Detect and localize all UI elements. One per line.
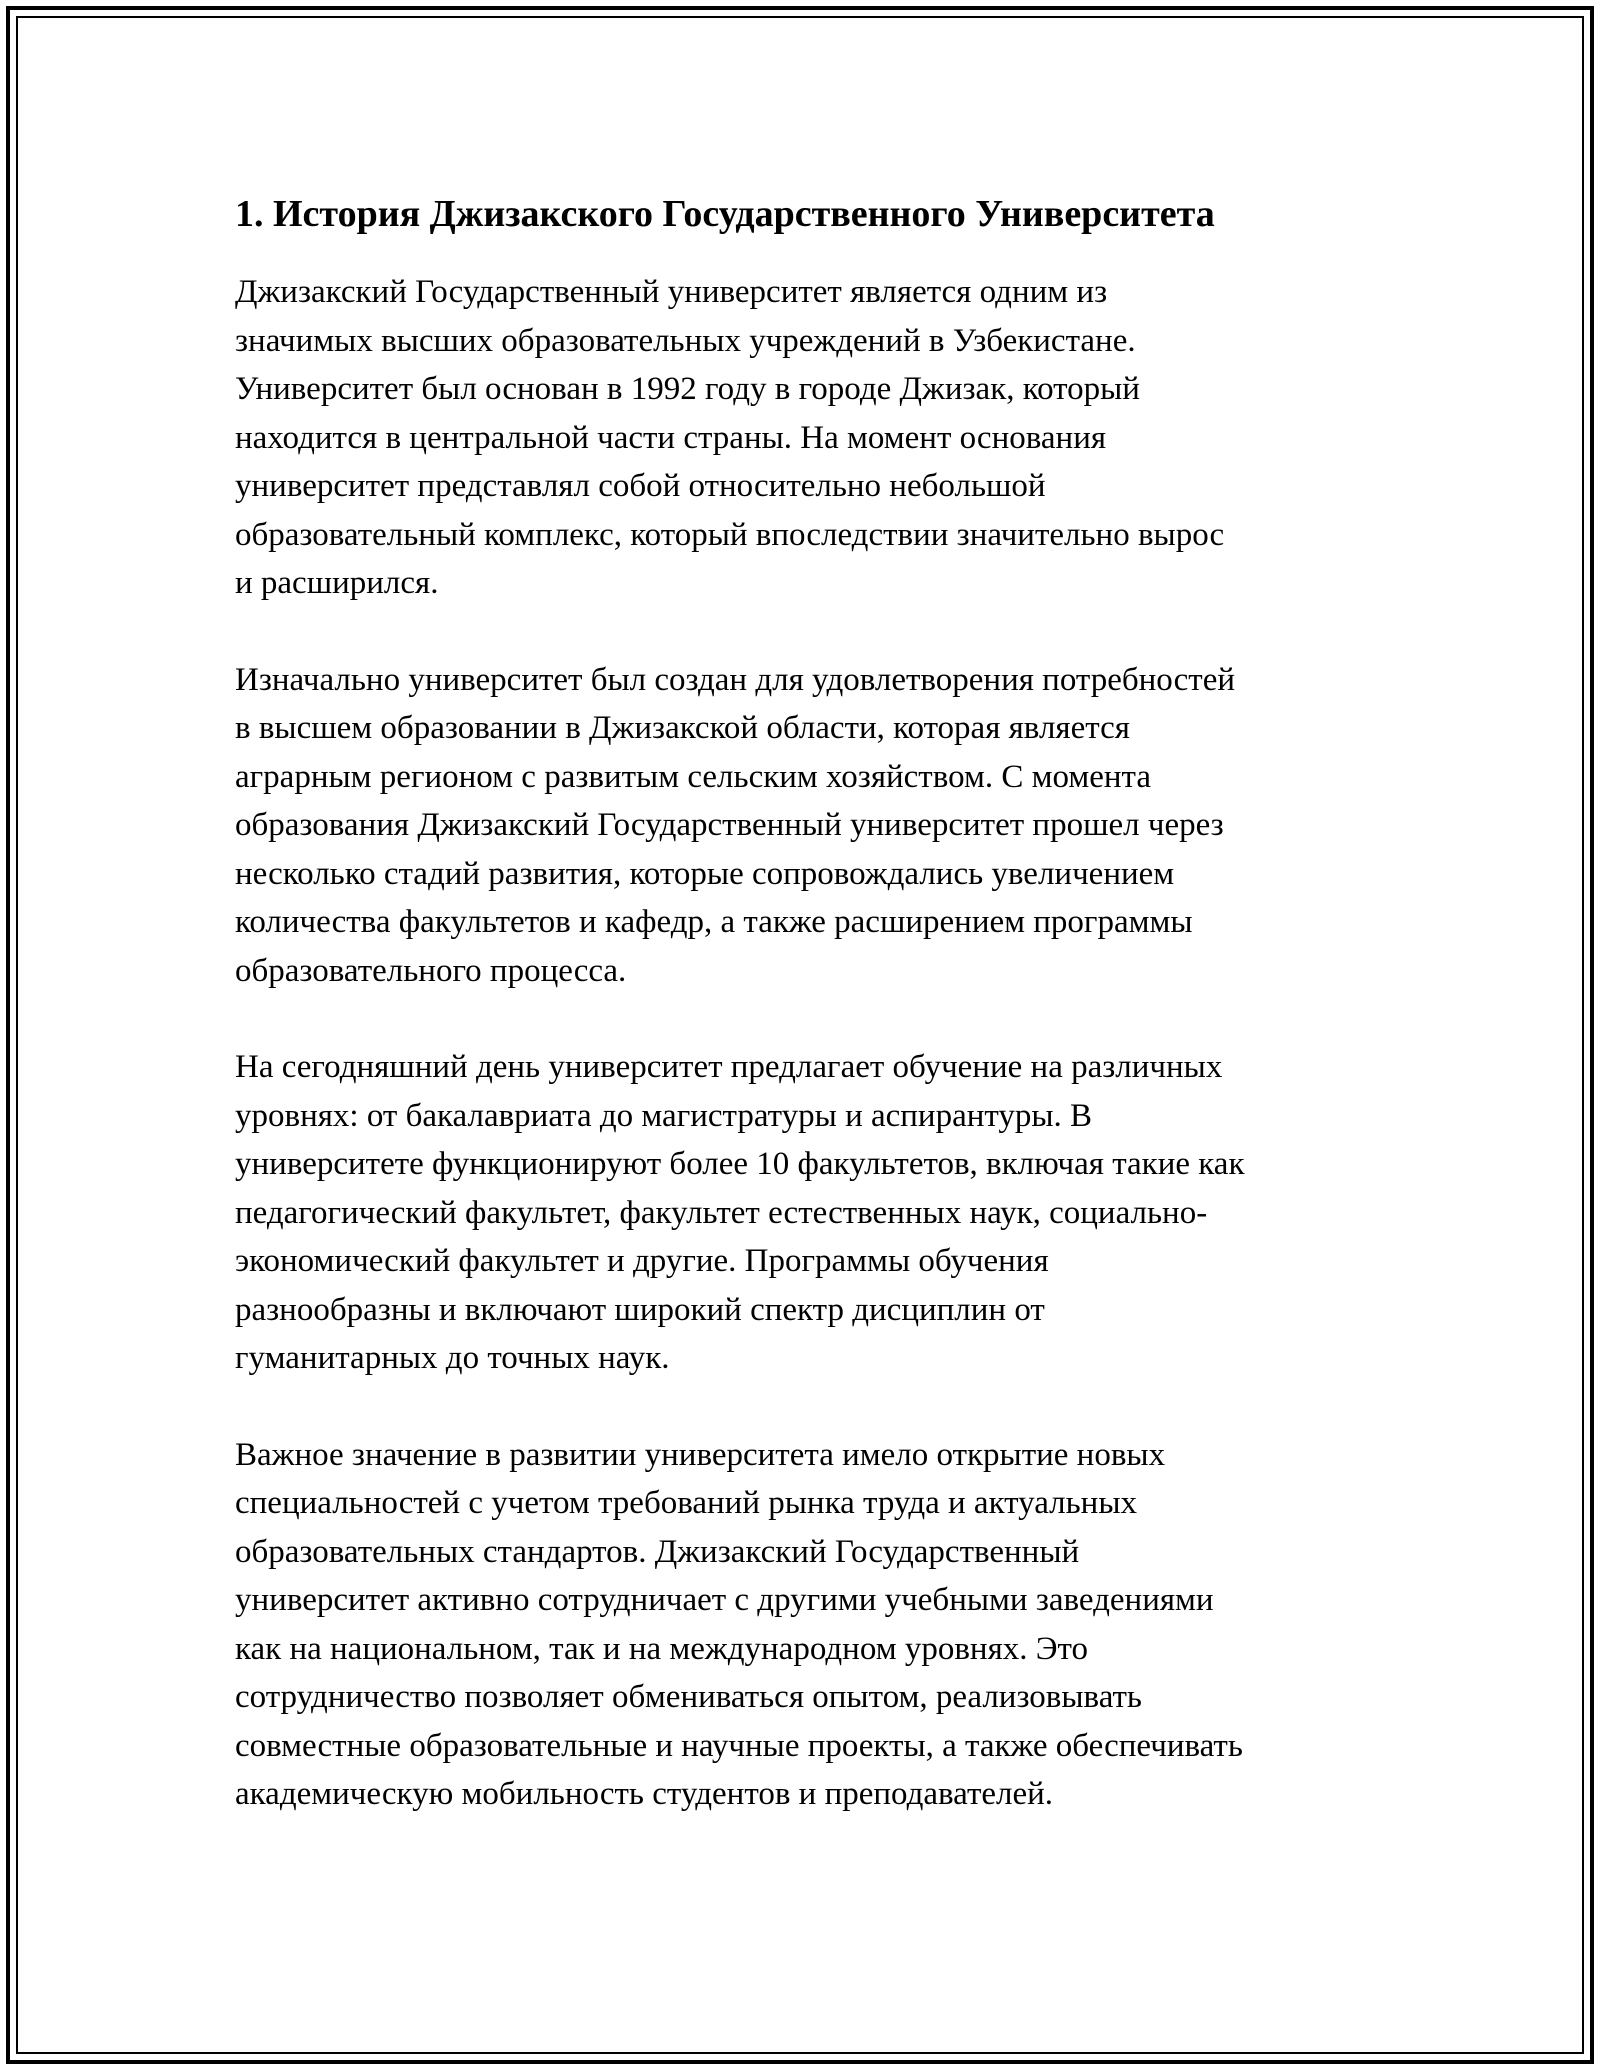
paragraph-line: образовательных стандартов. Джизакский Государственный [235, 1533, 1080, 1570]
paragraph-line: Университет был основан в 1992 году в городе Джизак, который [235, 371, 1140, 407]
paragraph-line: университет активно сотрудничает с другими учебными заведениями [235, 1582, 1214, 1618]
paragraph-1 [235, 268, 1375, 608]
paragraph-line: значимых высших образовательных учреждений в Узбекистане. [235, 322, 1136, 359]
paragraph-line: гуманитарных до точных наук. [235, 1340, 670, 1376]
paragraph-line: образования Джизакский Государственный университет прошел через [235, 807, 1224, 843]
paragraph-line: образовательного процесса. [235, 952, 627, 989]
paragraph-line: совместные образовательные и научные проекты, а также обеспечивать [235, 1727, 1243, 1764]
paragraph-line: специальностей с учетом требований рынка труда и актуальных [235, 1485, 1138, 1521]
paragraph-line: университет представлял собой относительно небольшой [235, 468, 1046, 504]
paragraph-line: академическую мобильность студентов и преподавателей. [235, 1776, 1054, 1812]
paragraph-2 [235, 656, 1375, 996]
paragraph-line: педагогический факультет, факультет естественных наук, социально- [235, 1194, 1208, 1231]
paragraph-line: несколько стадий развития, которые сопровождались увеличением [235, 855, 1175, 892]
paragraph-line: образовательный комплекс, который впоследствии значительно вырос [235, 516, 1225, 553]
paragraph-3 [235, 1043, 1375, 1383]
paragraph-line: находится в центральной части страны. На момент основания [235, 419, 1107, 456]
paragraph-line: в высшем образовании в Джизакской области, которая является [235, 710, 1130, 746]
paragraph-line: аграрным регионом с развитым сельским хозяйством. С момента [235, 758, 1152, 795]
paragraph-line: сотрудничество позволяет обмениваться опытом, реализовывать [235, 1679, 1142, 1715]
paragraph-line: университете функционируют более 10 факультетов, включая такие как [235, 1146, 1245, 1182]
paragraph-line: уровнях: от бакалавриата до магистратуры и аспирантуры. В [235, 1097, 1093, 1134]
paragraph-line: экономический факультет и другие. Программы обучения [235, 1243, 1049, 1279]
paragraph-line: и расширился. [235, 565, 439, 601]
paragraph-line: Важное значение в развитии университета имело открытие новых [235, 1436, 1166, 1473]
section-heading: 1. История Джизакского Государственного Университета [235, 193, 1215, 235]
paragraph-4 [235, 1431, 1375, 1819]
paragraph-line: как на национальном, так и на международном уровнях. Это [235, 1630, 1089, 1667]
paragraph-line: разнообразны и включают широкий спектр дисциплин от [235, 1291, 1045, 1328]
paragraph-line: Джизакский Государственный университет является одним из [235, 274, 1108, 310]
paragraph-line: На сегодняшний день университет предлагает обучение на различных [235, 1049, 1223, 1085]
document-body [235, 188, 1375, 1867]
paragraph-line: Изначально университет был создан для удовлетворения потребностей [235, 661, 1236, 698]
paragraph-line: количества факультетов и кафедр, а также расширением программы [235, 904, 1193, 940]
